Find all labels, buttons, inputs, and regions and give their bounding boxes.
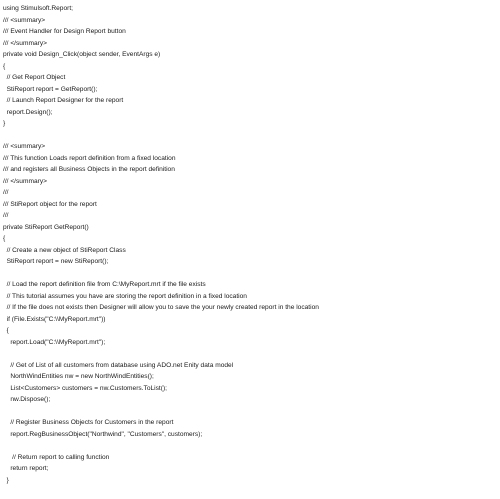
code-line: // If the file does not exists then Designer will allow you to save the your newly created report in the location [3,304,319,311]
code-line: /// Event Handler for Design Report button [3,28,126,35]
code-line: /// StiReport object for the report [3,200,97,208]
code-line: /// This function Loads report definition from a fixed location [3,154,176,162]
code-line: // Get of List of all customers from database using ADO.net Enity data model [3,361,234,369]
code-line: } [3,120,6,127]
code-line: /// and registers all Business Objects in the report definition [3,166,175,173]
code-line: report.Load("C:\\MyReport.mrt"); [3,338,106,346]
code-line: /// </summary> [3,177,47,185]
code-line: // Load the report definition file from C:\MyReport.mrt if the file exists [3,281,206,288]
code-line: /// [3,189,9,196]
code-line: } [3,476,9,484]
code-line: NorthWindEntities nw = new NorthWindEntities(); [3,373,154,380]
code-line: private StiReport GetReport() [3,223,89,231]
code-line: /// [3,212,9,219]
code-line: // Create a new object of StiReport Class [3,246,126,254]
code-line: report.Design(); [3,108,53,116]
code-line: /// <summary> [3,16,46,24]
code-line: // Launch Report Designer for the report [3,97,124,104]
code-line: { [3,62,6,70]
code-line: StiReport report = new StiReport(); [3,258,109,265]
code-line: nw.Dispose(); [3,396,51,403]
code-line: /// <summary> [3,143,46,150]
code-line: private void Design_Click(object sender, EventArgs e) [3,51,161,58]
code-line: // Return report to calling function [3,453,110,461]
code-line: { [3,327,9,334]
code-line: if (File.Exists("C:\\MyReport.mrt")) [3,315,106,323]
code-line: return report; [3,465,49,472]
code-line: { [3,235,6,242]
code-line: List<Customers> customers = nw.Customers.ToList(); [3,384,167,392]
code-line: // Get Report Object [3,74,66,81]
code-line: /// </summary> [3,39,47,47]
code-line: using Stimulsoft.Report; [3,5,73,12]
code-line: StiReport report = GetReport(); [3,85,98,93]
code-line: // This tutorial assumes you have are storing the report definition in a fixed location [3,292,247,300]
code-line: report.RegBusinessObject("Northwind", "Customers", customers); [3,430,203,438]
code-line: // Register Business Objects for Customers in the report [3,419,174,426]
